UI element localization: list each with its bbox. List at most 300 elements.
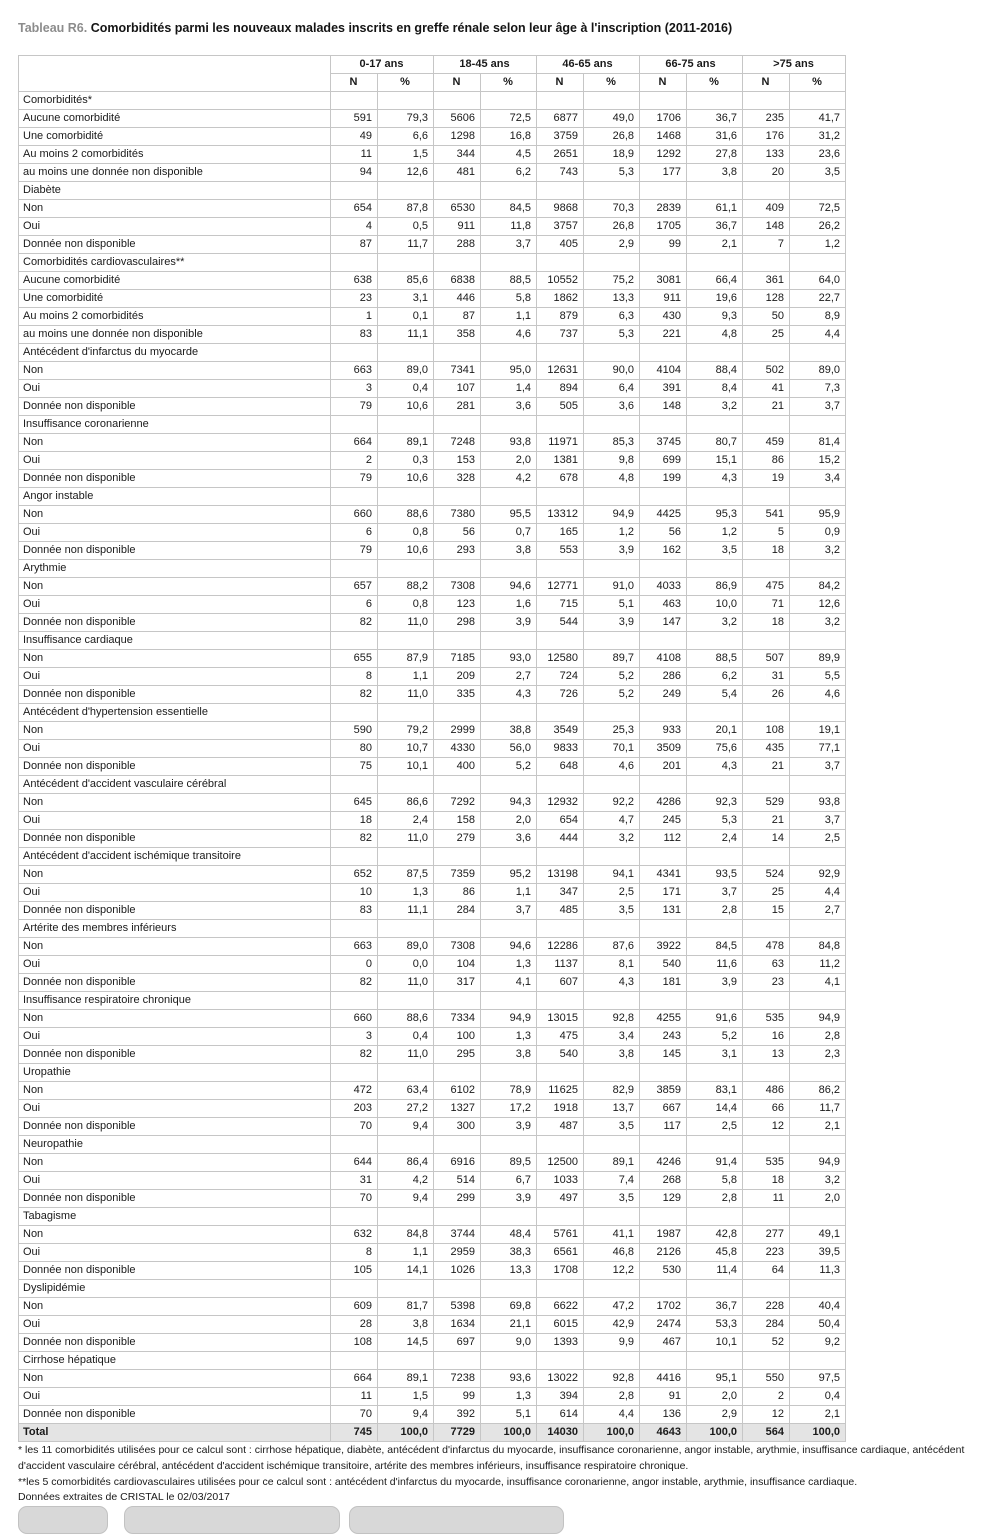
pct-cell: 10,1	[687, 1334, 743, 1352]
pct-cell: 95,3	[687, 506, 743, 524]
pct-cell: 1,3	[481, 1388, 537, 1406]
n-cell: 550	[743, 1370, 790, 1388]
row-label-cell: Oui	[19, 1028, 331, 1046]
n-cell: 724	[537, 668, 584, 686]
n-cell: 209	[434, 668, 481, 686]
n-cell: 2126	[640, 1244, 687, 1262]
n-cell: 284	[743, 1316, 790, 1334]
empty-cell	[584, 488, 640, 506]
empty-cell	[331, 182, 378, 200]
empty-cell	[640, 1136, 687, 1154]
subheader-pct-1: %	[481, 74, 537, 92]
pct-cell: 10,6	[378, 470, 434, 488]
empty-cell	[687, 848, 743, 866]
empty-cell	[743, 488, 790, 506]
bottom-button-2[interactable]	[124, 1506, 340, 1534]
n-cell: 4286	[640, 794, 687, 812]
pct-cell: 86,6	[378, 794, 434, 812]
section-header-cell: Antécédent d'accident ischémique transitoire	[19, 848, 331, 866]
table-row	[19, 308, 846, 326]
n-cell: 4	[331, 218, 378, 236]
pct-cell: 0,4	[378, 1028, 434, 1046]
n-cell: 7185	[434, 650, 481, 668]
n-cell: 87	[331, 236, 378, 254]
pct-cell: 80,7	[687, 434, 743, 452]
table-row	[19, 1316, 846, 1334]
empty-cell	[434, 254, 481, 272]
empty-cell	[481, 1352, 537, 1370]
subheader-n-2: N	[537, 74, 584, 92]
pct-cell: 3,2	[790, 542, 846, 560]
row-label-cell: Non	[19, 722, 331, 740]
section-header-cell: Uropathie	[19, 1064, 331, 1082]
section-header-row	[19, 1208, 846, 1226]
empty-cell	[790, 560, 846, 578]
pct-cell: 42,8	[687, 1226, 743, 1244]
n-cell: 12631	[537, 362, 584, 380]
empty-cell	[434, 1208, 481, 1226]
pct-cell: 2,7	[481, 668, 537, 686]
bottom-button-3[interactable]	[349, 1506, 564, 1534]
n-cell: 645	[331, 794, 378, 812]
n-cell: 18	[743, 614, 790, 632]
empty-cell	[640, 920, 687, 938]
empty-cell	[537, 344, 584, 362]
empty-cell	[378, 1280, 434, 1298]
empty-cell	[584, 560, 640, 578]
n-cell: 243	[640, 1028, 687, 1046]
header-age-group-1: 18-45 ans	[434, 56, 537, 74]
pct-cell: 4,4	[790, 884, 846, 902]
pct-cell: 1,1	[481, 308, 537, 326]
empty-cell	[378, 848, 434, 866]
section-header-row	[19, 560, 846, 578]
empty-cell	[687, 344, 743, 362]
n-cell: 344	[434, 146, 481, 164]
n-cell: 133	[743, 146, 790, 164]
n-cell: 347	[537, 884, 584, 902]
section-header-row	[19, 344, 846, 362]
n-cell: 79	[331, 470, 378, 488]
empty-cell	[584, 704, 640, 722]
table-row	[19, 578, 846, 596]
pct-cell: 10,6	[378, 542, 434, 560]
n-cell: 540	[537, 1046, 584, 1064]
n-cell: 502	[743, 362, 790, 380]
n-cell: 162	[640, 542, 687, 560]
n-cell: 7238	[434, 1370, 481, 1388]
table-row	[19, 128, 846, 146]
subheader-n-1: N	[434, 74, 481, 92]
header-age-group-2: 46-65 ans	[537, 56, 640, 74]
n-cell: 7380	[434, 506, 481, 524]
row-label-cell: Oui	[19, 1100, 331, 1118]
n-cell: 535	[743, 1010, 790, 1028]
n-cell: 652	[331, 866, 378, 884]
empty-cell	[743, 416, 790, 434]
n-cell: 697	[434, 1334, 481, 1352]
empty-cell	[481, 992, 537, 1010]
n-cell: 614	[537, 1406, 584, 1424]
n-cell: 147	[640, 614, 687, 632]
n-cell: 6561	[537, 1244, 584, 1262]
n-cell: 52	[743, 1334, 790, 1352]
pct-cell: 3,9	[584, 542, 640, 560]
empty-cell	[434, 1280, 481, 1298]
n-cell: 590	[331, 722, 378, 740]
n-cell: 475	[743, 578, 790, 596]
table-row	[19, 110, 846, 128]
n-cell: 699	[640, 452, 687, 470]
n-cell: 148	[743, 218, 790, 236]
pct-cell: 9,9	[584, 1334, 640, 1352]
empty-cell	[537, 1208, 584, 1226]
empty-cell	[537, 560, 584, 578]
n-cell: 3081	[640, 272, 687, 290]
pct-cell: 3,9	[584, 614, 640, 632]
n-cell: 223	[743, 1244, 790, 1262]
empty-cell	[434, 920, 481, 938]
n-cell: 112	[640, 830, 687, 848]
pct-cell: 41,1	[584, 1226, 640, 1244]
bottom-button-1[interactable]	[18, 1506, 108, 1534]
n-cell: 11	[743, 1190, 790, 1208]
pct-cell: 89,9	[790, 650, 846, 668]
pct-cell: 3,9	[481, 1190, 537, 1208]
row-label-cell: Une comorbidité	[19, 290, 331, 308]
table-row	[19, 686, 846, 704]
n-cell: 28	[331, 1316, 378, 1334]
n-cell: 463	[640, 596, 687, 614]
footnotes	[18, 1443, 970, 1506]
pct-cell: 41,7	[790, 110, 846, 128]
row-label-cell: Oui	[19, 452, 331, 470]
empty-cell	[743, 848, 790, 866]
table-row	[19, 938, 846, 956]
pct-cell: 4,4	[584, 1406, 640, 1424]
pct-cell: 3,7	[790, 758, 846, 776]
row-label-cell: Oui	[19, 1316, 331, 1334]
n-cell: 41	[743, 380, 790, 398]
row-label-cell: Donnée non disponible	[19, 1406, 331, 1424]
pct-cell: 50,4	[790, 1316, 846, 1334]
empty-cell	[584, 416, 640, 434]
n-cell: 71	[743, 596, 790, 614]
row-label-cell: Non	[19, 794, 331, 812]
table-row	[19, 506, 846, 524]
empty-cell	[434, 992, 481, 1010]
pct-cell: 9,2	[790, 1334, 846, 1352]
pct-cell: 3,6	[481, 398, 537, 416]
n-cell: 108	[743, 722, 790, 740]
empty-cell	[743, 254, 790, 272]
row-label-cell: Non	[19, 506, 331, 524]
n-cell: 79	[331, 398, 378, 416]
empty-cell	[640, 992, 687, 1010]
row-label-cell: Non	[19, 1370, 331, 1388]
n-cell: 268	[640, 1172, 687, 1190]
pct-cell: 2,3	[790, 1046, 846, 1064]
n-cell: 7359	[434, 866, 481, 884]
n-cell: 21	[743, 758, 790, 776]
n-cell: 6877	[537, 110, 584, 128]
table-row	[19, 200, 846, 218]
empty-cell	[584, 1136, 640, 1154]
empty-cell	[378, 992, 434, 1010]
n-cell: 131	[640, 902, 687, 920]
n-cell: 3744	[434, 1226, 481, 1244]
n-cell: 94	[331, 164, 378, 182]
n-cell: 171	[640, 884, 687, 902]
empty-cell	[584, 182, 640, 200]
pct-cell: 95,9	[790, 506, 846, 524]
n-cell: 3509	[640, 740, 687, 758]
section-header-row	[19, 488, 846, 506]
table-row	[19, 452, 846, 470]
row-label-cell: Non	[19, 1010, 331, 1028]
pct-cell: 0,0	[378, 956, 434, 974]
empty-cell	[537, 704, 584, 722]
pct-cell: 61,1	[687, 200, 743, 218]
pct-cell: 2,1	[687, 236, 743, 254]
table-row	[19, 164, 846, 182]
pct-cell: 4,2	[378, 1172, 434, 1190]
pct-cell: 66,4	[687, 272, 743, 290]
empty-cell	[743, 920, 790, 938]
n-cell: 392	[434, 1406, 481, 1424]
pct-cell: 72,5	[790, 200, 846, 218]
pct-cell: 92,8	[584, 1370, 640, 1388]
n-cell: 7248	[434, 434, 481, 452]
pct-cell: 87,9	[378, 650, 434, 668]
n-cell: 105	[331, 1262, 378, 1280]
subheader-n-0: N	[331, 74, 378, 92]
pct-cell: 1,3	[378, 884, 434, 902]
n-cell: 9833	[537, 740, 584, 758]
table-row	[19, 758, 846, 776]
n-cell: 478	[743, 938, 790, 956]
empty-cell	[331, 848, 378, 866]
pct-cell: 5,1	[584, 596, 640, 614]
n-cell: 82	[331, 1046, 378, 1064]
n-cell: 148	[640, 398, 687, 416]
empty-cell	[640, 92, 687, 110]
n-cell: 535	[743, 1154, 790, 1172]
pct-cell: 0,3	[378, 452, 434, 470]
section-header-cell: Insuffisance coronarienne	[19, 416, 331, 434]
section-header-row	[19, 1352, 846, 1370]
n-cell: 165	[537, 524, 584, 542]
empty-cell	[537, 488, 584, 506]
pct-cell: 10,1	[378, 758, 434, 776]
empty-cell	[790, 992, 846, 1010]
empty-cell	[537, 992, 584, 1010]
n-cell: 933	[640, 722, 687, 740]
table-row	[19, 398, 846, 416]
section-header-cell: Tabagisme	[19, 1208, 331, 1226]
empty-cell	[378, 776, 434, 794]
pct-cell: 89,5	[481, 1154, 537, 1172]
empty-cell	[584, 848, 640, 866]
table-row	[19, 1370, 846, 1388]
empty-cell	[640, 1208, 687, 1226]
pct-cell: 2,5	[790, 830, 846, 848]
empty-cell	[687, 1280, 743, 1298]
n-cell: 609	[331, 1298, 378, 1316]
empty-cell	[790, 1208, 846, 1226]
pct-cell: 11,7	[378, 236, 434, 254]
pct-cell: 26,2	[790, 218, 846, 236]
empty-cell	[481, 488, 537, 506]
n-cell: 529	[743, 794, 790, 812]
n-cell: 6	[331, 596, 378, 614]
empty-cell	[584, 1280, 640, 1298]
n-cell: 299	[434, 1190, 481, 1208]
n-cell: 3759	[537, 128, 584, 146]
n-cell: 1862	[537, 290, 584, 308]
n-cell: 1	[331, 308, 378, 326]
table-row	[19, 1388, 846, 1406]
n-cell: 664	[331, 434, 378, 452]
pct-cell: 45,8	[687, 1244, 743, 1262]
n-cell: 13	[743, 1046, 790, 1064]
empty-cell	[331, 344, 378, 362]
pct-cell: 3,9	[687, 974, 743, 992]
pct-cell: 3,5	[584, 1190, 640, 1208]
n-cell: 459	[743, 434, 790, 452]
pct-cell: 93,8	[790, 794, 846, 812]
pct-cell: 9,0	[481, 1334, 537, 1352]
pct-cell: 40,4	[790, 1298, 846, 1316]
empty-cell	[378, 1352, 434, 1370]
pct-cell: 94,6	[481, 938, 537, 956]
pct-cell: 89,1	[584, 1154, 640, 1172]
section-header-cell: Insuffisance respiratoire chronique	[19, 992, 331, 1010]
n-cell: 553	[537, 542, 584, 560]
row-label-cell: Donnée non disponible	[19, 1334, 331, 1352]
row-label-cell: au moins une donnée non disponible	[19, 164, 331, 182]
table-row	[19, 740, 846, 758]
n-cell: 8	[331, 1244, 378, 1262]
n-cell: 129	[640, 1190, 687, 1208]
table-row	[19, 236, 846, 254]
n-cell: 199	[640, 470, 687, 488]
n-cell: 430	[640, 308, 687, 326]
n-cell: 128	[743, 290, 790, 308]
section-header-cell: Diabète	[19, 182, 331, 200]
pct-cell: 11,3	[790, 1262, 846, 1280]
pct-cell: 5,8	[481, 290, 537, 308]
empty-cell	[790, 1064, 846, 1082]
n-cell: 1327	[434, 1100, 481, 1118]
table-row	[19, 902, 846, 920]
pct-cell: 11,7	[790, 1100, 846, 1118]
empty-cell	[331, 1064, 378, 1082]
section-header-cell: Angor instable	[19, 488, 331, 506]
n-cell: 7341	[434, 362, 481, 380]
row-label-cell: Donnée non disponible	[19, 1262, 331, 1280]
pct-cell: 6,4	[584, 380, 640, 398]
pct-cell: 2,5	[584, 884, 640, 902]
table-row	[19, 380, 846, 398]
empty-cell	[434, 1136, 481, 1154]
empty-cell	[687, 1064, 743, 1082]
n-cell: 0	[331, 956, 378, 974]
pct-cell: 75,6	[687, 740, 743, 758]
table-row	[19, 1244, 846, 1262]
n-cell: 31	[743, 668, 790, 686]
pct-cell: 38,3	[481, 1244, 537, 1262]
empty-cell	[434, 1352, 481, 1370]
section-header-row	[19, 92, 846, 110]
pct-cell: 21,1	[481, 1316, 537, 1334]
n-cell: 87	[434, 308, 481, 326]
n-cell: 83	[331, 326, 378, 344]
n-cell: 4341	[640, 866, 687, 884]
n-cell: 3922	[640, 938, 687, 956]
empty-cell	[378, 1208, 434, 1226]
pct-cell: 3,5	[584, 1118, 640, 1136]
row-label-cell: Non	[19, 938, 331, 956]
pct-cell: 31,6	[687, 128, 743, 146]
pct-cell: 90,0	[584, 362, 640, 380]
pct-cell: 2,0	[687, 1388, 743, 1406]
row-label-cell: Aucune comorbidité	[19, 110, 331, 128]
pct-cell: 84,5	[687, 938, 743, 956]
pct-cell: 77,1	[790, 740, 846, 758]
pct-cell: 88,4	[687, 362, 743, 380]
n-cell: 82	[331, 686, 378, 704]
n-cell: 153	[434, 452, 481, 470]
pct-cell: 0,8	[378, 524, 434, 542]
table-row	[19, 974, 846, 992]
n-cell: 361	[743, 272, 790, 290]
pct-cell: 25,3	[584, 722, 640, 740]
n-cell: 505	[537, 398, 584, 416]
pct-cell: 72,5	[481, 110, 537, 128]
pct-cell: 9,4	[378, 1406, 434, 1424]
pct-cell: 14,4	[687, 1100, 743, 1118]
pct-cell: 2,4	[378, 812, 434, 830]
pct-cell: 15,1	[687, 452, 743, 470]
pct-cell: 5,4	[687, 686, 743, 704]
n-cell: 277	[743, 1226, 790, 1244]
row-label-cell: Donnée non disponible	[19, 614, 331, 632]
pct-cell: 7,3	[790, 380, 846, 398]
empty-cell	[434, 182, 481, 200]
empty-cell	[687, 560, 743, 578]
table-row	[19, 1406, 846, 1424]
table-row	[19, 218, 846, 236]
pct-cell: 11,2	[790, 956, 846, 974]
pct-cell: 83,1	[687, 1082, 743, 1100]
row-label-cell: Une comorbidité	[19, 128, 331, 146]
n-cell: 181	[640, 974, 687, 992]
table-row	[19, 596, 846, 614]
pct-cell: 23,6	[790, 146, 846, 164]
pct-cell: 39,5	[790, 1244, 846, 1262]
pct-cell: 49,0	[584, 110, 640, 128]
pct-cell: 9,8	[584, 452, 640, 470]
n-cell: 281	[434, 398, 481, 416]
table-row	[19, 668, 846, 686]
pct-cell: 85,3	[584, 434, 640, 452]
empty-cell	[743, 1136, 790, 1154]
table-row	[19, 272, 846, 290]
n-cell: 293	[434, 542, 481, 560]
pct-cell: 27,2	[378, 1100, 434, 1118]
pct-cell: 4,3	[687, 758, 743, 776]
